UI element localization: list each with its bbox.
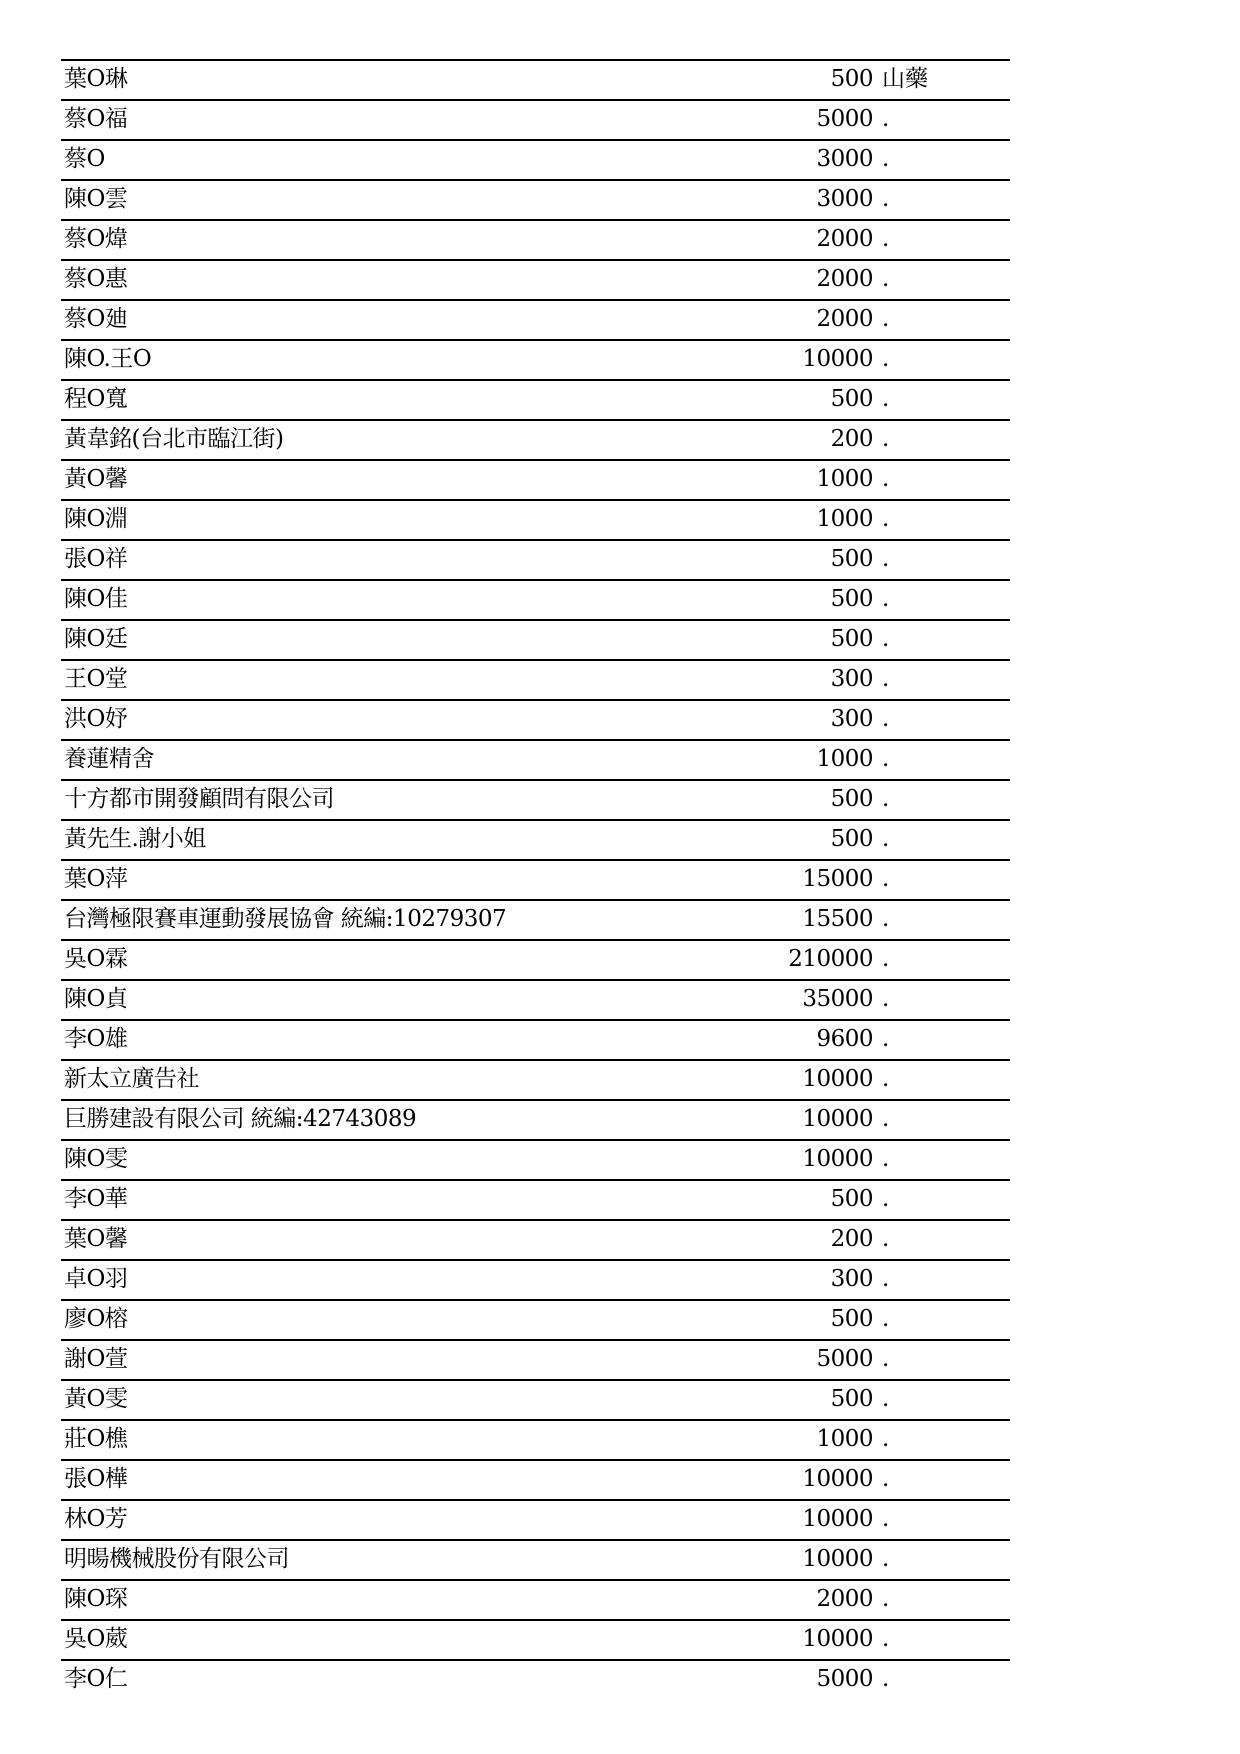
donation-amount: 3000 [816,146,873,172]
donation-note: . [882,706,890,732]
donation-note: . [882,266,890,292]
donation-amount: 10000 [802,1466,873,1492]
donor-name: 陳O淵 [64,506,128,532]
donation-amount: 10000 [802,1146,873,1172]
donation-amount: 3000 [816,186,873,212]
donor-name: 李O雄 [64,1026,128,1052]
donation-amount: 10000 [802,346,873,372]
donor-name: 陳O雯 [64,1146,128,1172]
donation-note: . [882,1466,890,1492]
table-row [61,1221,1010,1261]
donor-name: 吳O葳 [64,1626,128,1652]
table-row [61,181,1010,221]
donation-note: . [882,1386,890,1412]
table-row [61,781,1010,821]
table-row [61,261,1010,301]
donation-note: . [882,1026,890,1052]
donor-name: 卓O羽 [64,1266,128,1292]
donor-name: 陳O.王O [64,346,152,372]
donor-name: 李O仁 [64,1666,128,1692]
table-row [61,501,1010,541]
donation-amount: 15000 [802,866,873,892]
donor-name: 養蓮精舍 [64,746,154,772]
table-row [61,341,1010,381]
table-row [61,301,1010,341]
donation-note: . [882,1626,890,1652]
table-row [61,61,1010,101]
donor-name: 台灣極限賽車運動發展協會 統編:10279307 [64,906,507,932]
table-row [61,1381,1010,1421]
donor-name: 葉O琳 [64,66,128,92]
donor-name: 洪O妤 [64,706,128,732]
donation-note: 山藥 [882,66,928,92]
donation-note: . [882,1186,890,1212]
donation-note: . [882,1506,890,1532]
table-row [61,381,1010,421]
table-row [61,981,1010,1021]
donation-note: . [882,626,890,652]
donation-note: . [882,906,890,932]
table-row [61,861,1010,901]
donation-note: . [882,386,890,412]
table-row [61,141,1010,181]
donation-note: . [882,506,890,532]
donor-name: 王O堂 [64,666,128,692]
donation-note: . [882,146,890,172]
table-row [61,901,1010,941]
donation-amount: 1000 [816,466,873,492]
table-row [61,461,1010,501]
donor-name: 黃韋銘(台北市臨江街) [64,426,284,452]
donation-note: . [882,546,890,572]
donation-note: . [882,346,890,372]
table-row [61,1501,1010,1541]
donor-name: 蔡O福 [64,106,128,132]
table-row [61,1261,1010,1301]
donor-name: 張O樺 [64,1466,128,1492]
table-row [61,541,1010,581]
donation-amount: 2000 [816,226,873,252]
donation-amount: 500 [830,586,873,612]
donation-note: . [882,1586,890,1612]
donation-table [61,59,1010,1699]
table-row [61,1461,1010,1501]
table-row [61,1341,1010,1381]
donation-amount: 500 [830,1306,873,1332]
donor-name: 黃O雯 [64,1386,128,1412]
donor-name: 陳O貞 [64,986,128,1012]
table-row [61,821,1010,861]
donor-name: 蔡O廸 [64,306,128,332]
donation-note: . [882,866,890,892]
donation-amount: 10000 [802,1066,873,1092]
donation-amount: 300 [830,666,873,692]
donation-amount: 5000 [816,1666,873,1692]
donor-name: 廖O榕 [64,1306,128,1332]
donation-amount: 500 [830,826,873,852]
donor-name: 陳O佳 [64,586,128,612]
table-row [61,661,1010,701]
donation-amount: 2000 [816,1586,873,1612]
donation-note: . [882,1666,890,1692]
donation-note: . [882,1106,890,1132]
donation-note: . [882,426,890,452]
donation-note: . [882,106,890,132]
donor-name: 林O芳 [64,1506,128,1532]
donation-note: . [882,826,890,852]
table-row [61,1581,1010,1621]
table-row [61,581,1010,621]
donation-note: . [882,1426,890,1452]
donor-name: 李O華 [64,1186,128,1212]
table-row [61,701,1010,741]
donor-name: 程O寬 [64,386,128,412]
table-row [61,1421,1010,1461]
donor-name: 謝O萱 [64,1346,128,1372]
donation-amount: 300 [830,706,873,732]
donor-name: 新太立廣告社 [64,1066,199,1092]
donor-name: 十方都市開發顧問有限公司 [64,786,334,812]
donation-amount: 10000 [802,1546,873,1572]
table-row [61,1101,1010,1141]
donation-amount: 500 [830,1186,873,1212]
table-row [61,941,1010,981]
donation-note: . [882,1226,890,1252]
table-row [61,1021,1010,1061]
donor-name: 巨勝建設有限公司 統編:42743089 [64,1106,417,1132]
donation-note: . [882,746,890,772]
table-row [61,1141,1010,1181]
donor-name: 蔡O [64,146,105,172]
donation-note: . [882,1346,890,1372]
donation-amount: 500 [830,1386,873,1412]
donation-amount: 300 [830,1266,873,1292]
table-row [61,1661,1010,1699]
donor-name: 黃O馨 [64,466,128,492]
table-row [61,1061,1010,1101]
donation-amount: 9600 [816,1026,873,1052]
donor-name: 吳O霖 [64,946,128,972]
table-row [61,1181,1010,1221]
donation-amount: 10000 [802,1626,873,1652]
donation-amount: 5000 [816,106,873,132]
donation-note: . [882,1066,890,1092]
donor-name: 蔡O惠 [64,266,128,292]
donation-amount: 35000 [802,986,873,1012]
table-row [61,421,1010,461]
donation-amount: 1000 [816,506,873,532]
donation-amount: 1000 [816,746,873,772]
table-row [61,621,1010,661]
donor-name: 黃先生.謝小姐 [64,826,206,852]
donation-note: . [882,946,890,972]
donation-note: . [882,226,890,252]
donation-amount: 200 [830,426,873,452]
table-row [61,1621,1010,1661]
donation-note: . [882,586,890,612]
donation-amount: 5000 [816,1346,873,1372]
donation-note: . [882,186,890,212]
table-row [61,101,1010,141]
donation-amount: 2000 [816,266,873,292]
table-row [61,221,1010,261]
donor-name: 陳O雲 [64,186,128,212]
donation-amount: 210000 [788,946,873,972]
donor-name: 陳O琛 [64,1586,128,1612]
donor-name: 葉O萍 [64,866,128,892]
donor-name: 莊O樵 [64,1426,128,1452]
donor-name: 張O祥 [64,546,128,572]
donation-note: . [882,1306,890,1332]
donation-amount: 1000 [816,1426,873,1452]
donor-name: 明暘機械股份有限公司 [64,1546,289,1572]
donation-amount: 10000 [802,1106,873,1132]
donation-amount: 500 [830,546,873,572]
donation-note: . [882,666,890,692]
donation-note: . [882,1146,890,1172]
donation-amount: 500 [830,786,873,812]
donation-note: . [882,786,890,812]
donor-name: 葉O馨 [64,1226,128,1252]
donor-name: 蔡O煒 [64,226,128,252]
donation-amount: 500 [830,386,873,412]
donation-amount: 15500 [802,906,873,932]
donor-name: 陳O廷 [64,626,128,652]
donation-amount: 2000 [816,306,873,332]
donation-note: . [882,986,890,1012]
donation-note: . [882,306,890,332]
donation-amount: 500 [830,626,873,652]
donation-note: . [882,466,890,492]
donation-note: . [882,1546,890,1572]
table-row [61,1301,1010,1341]
donation-amount: 200 [830,1226,873,1252]
donation-note: . [882,1266,890,1292]
table-row [61,741,1010,781]
donation-amount: 500 [830,66,873,92]
donation-amount: 10000 [802,1506,873,1532]
table-row [61,1541,1010,1581]
